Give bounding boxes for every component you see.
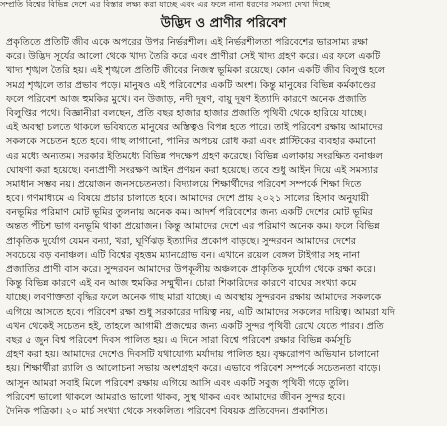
paragraph-line: বনভূমির পরিমাণ মোট ভূমির তুলনায় অনেক কম। আদর্শ পরিবেশের জন্য একটি দেশের মোট ভূমির bbox=[6, 207, 373, 219]
paragraph-line: সমাধান সম্ভব নয়। প্রয়োজন জনসচেতনতা। বিদ্যালয়ে শিক্ষার্থীদের পরিবেশ সম্পর্কে শিক্ষা দিতে bbox=[6, 178, 362, 190]
paragraph-line: এখন থেকেই সচেতন হই, তাহলে আগামী প্রজন্মের জন্য একটি সুন্দর পৃথিবী রেখে যেতে পারব। প্রতি bbox=[6, 320, 384, 332]
paragraph-line: হবে। গণমাধ্যমে এ বিষয়ে প্রচার চালাতে হবে। আমাদের দেশে প্রায় ২০২১ সালের হিসাব অনুযায়ী bbox=[6, 193, 369, 205]
paragraph-line: ঘোষণা করা হয়েছে। বন্যপ্রাণী সংরক্ষণ আইন প্রণয়ন করা হয়েছে। তবে শুধু আইন দিয়ে এই সমস্যার bbox=[6, 164, 379, 176]
paragraph-line: এগিয়ে আসতে হবে। পরিবেশ রক্ষা শুধু সরকারের দায়িত্ব নয়, এটি আমাদের সকলের দায়িত্ব। আমরা যদি bbox=[6, 306, 396, 318]
paragraph-line: যাচ্ছে। লবণাক্ততা বৃদ্ধির ফলে অনেক গাছ মারা যাচ্ছে। এ অবস্থায় সুন্দরবন রক্ষায় আমাদের সকলকে bbox=[6, 292, 382, 304]
paragraph-line: দৈনিক পত্রিকা। ২০ মার্চ সংখ্যা থেকে সংকলিত। পরিবেশ বিষয়ক প্রতিবেদন। প্রকাশিত। bbox=[6, 405, 328, 417]
paragraph-line: গ্রহণ করা হয়। আমাদের দেশেও দিবসটি যথাযোগ্য মর্যাদায় পালিত হয়। বৃক্ষরোপণ অভিযান চালানো bbox=[6, 349, 380, 361]
paragraph-line: এর মধ্যে অন্যতম। সরকার ইতিমধ্যে বিভিন্ন পদক্ষেপ গ্রহণ করেছে। বিভিন্ন এলাকায় সংরক্ষিত বনাঞ্চল bbox=[6, 150, 383, 162]
page-title: উদ্ভিদ ও প্রাণীর পরিবেশ bbox=[160, 16, 287, 31]
header-strip: সম্প্রতি বিশ্বের বিভিন্ন দেশে এর বিস্তার লক্ষ্য করা যাচ্ছে এবং এর ফলে নানা ধরণের সমস্যা দেখা দিচ্ছে bbox=[0, 0, 331, 9]
paragraph-line: প্রজাতির প্রাণী বাস করে। সুন্দরবন আমাদের উপকূলীয় অঞ্চলকে প্রাকৃতিক দুর্যোগ থেকে রক্ষা করে। bbox=[6, 264, 376, 275]
paragraph-line: সকলকে সচেতন হতে হবে। গাছ লাগানো, পানির অপচয় রোধ করা এবং প্লাস্টিকের ব্যবহার কমানো bbox=[6, 136, 376, 148]
paragraph-line: খাদ্য শৃঙ্খল তৈরি হয়। এই শৃঙ্খলে প্রতিটি জীবের নিজস্ব ভূমিকা রয়েছে। কোন একটি জীব বিলুপ্ত হলে bbox=[6, 65, 386, 77]
paragraph-line: প্রকৃতিতে প্রতিটি জীব একে অপরের উপর নির্ভরশীল। এই নির্ভরশীলতা পরিবেশের ভারসাম্য রক্ষা bbox=[6, 37, 368, 48]
paragraph-line: বিলুপ্তির পথে। বিজ্ঞানীরা বলছেন, প্রতি বছর হাজার হাজার প্রজাতি পৃথিবী থেকে হারিয়ে যাচ্ছে। bbox=[6, 107, 367, 119]
paragraph-line: ফলে পরিবেশ আজ হুমকির মুখে। বন উজাড়, নদী দূষণ, বায়ু দূষণ ইত্যাদি কারণে অনেক প্রজাতি bbox=[6, 93, 367, 105]
paragraph-line: সমগ্র শৃঙ্খলে তার প্রভাব পড়ে। মানুষও এই পরিবেশের একটি অংশ। কিন্তু মানুষের বিভিন্ন কর্মকাণ্ডের bbox=[6, 79, 376, 91]
paragraph-line: করে। উদ্ভিদ সূর্যের আলো থেকে খাদ্য তৈরি করে এবং প্রাণীরা সেই খাদ্য গ্রহণ করে। এর ফলে একটি bbox=[6, 51, 381, 63]
paragraph-line: আসুন আমরা সবাই মিলে পরিবেশ রক্ষায় এগিয়ে আসি এবং একটি সবুজ পৃথিবী গড়ে তুলি। bbox=[6, 377, 350, 389]
paragraph-line: প্রাকৃতিক দুর্যোগ যেমন বন্যা, খরা, ঘূর্ণিঝড় ইত্যাদির প্রকোপ বাড়ছে। সুন্দরবন আমাদের দেশের bbox=[6, 235, 356, 247]
paragraph-line: অন্তত পঁচিশ ভাগ বনভূমি থাকা প্রয়োজন। কিন্তু আমাদের দেশে এর পরিমাণ অনেক কম। ফলে বিভিন্ন bbox=[6, 221, 380, 233]
paragraph-line: সবচেয়ে বড় বনাঞ্চল। এটি বিশ্বের বৃহত্তম ম্যানগ্রোভ বন। এখানে রয়েল বেঙ্গল টাইগার সহ নানা bbox=[6, 249, 360, 261]
paragraph-line: কিন্তু বিভিন্ন কারণে এই বন আজ হুমকির সম্মুখীন। চোরা শিকারিদের কারণে বাঘের সংখ্যা কমে bbox=[6, 278, 357, 290]
body-paragraph bbox=[6, 36, 443, 424]
paragraph-line: হয়। শিক্ষার্থীরা র‍্যালি ও আলোচনা সভায় অংশগ্রহণ করে। এভাবে পরিবেশ সম্পর্কে সচেতনতা বাড়ে। bbox=[6, 363, 381, 375]
paragraph-line: এই অবস্থা চলতে থাকলে ভবিষ্যতে মানুষের অস্তিত্বও বিপন্ন হতে পারে। তাই পরিবেশ রক্ষায় আমাদের bbox=[6, 122, 383, 134]
paragraph-line: পরিবেশ ভালো থাকলে আমরাও ভালো থাকব, সুস্থ থাকব এবং আমাদের জীবন সুন্দর হবে। bbox=[6, 391, 346, 403]
paragraph-line: বছর ৫ জুন বিশ্ব পরিবেশ দিবস পালিত হয়। এ দিনে সারা বিশ্বে পরিবেশ রক্ষার বিভিন্ন কর্মসূচি bbox=[6, 334, 352, 346]
